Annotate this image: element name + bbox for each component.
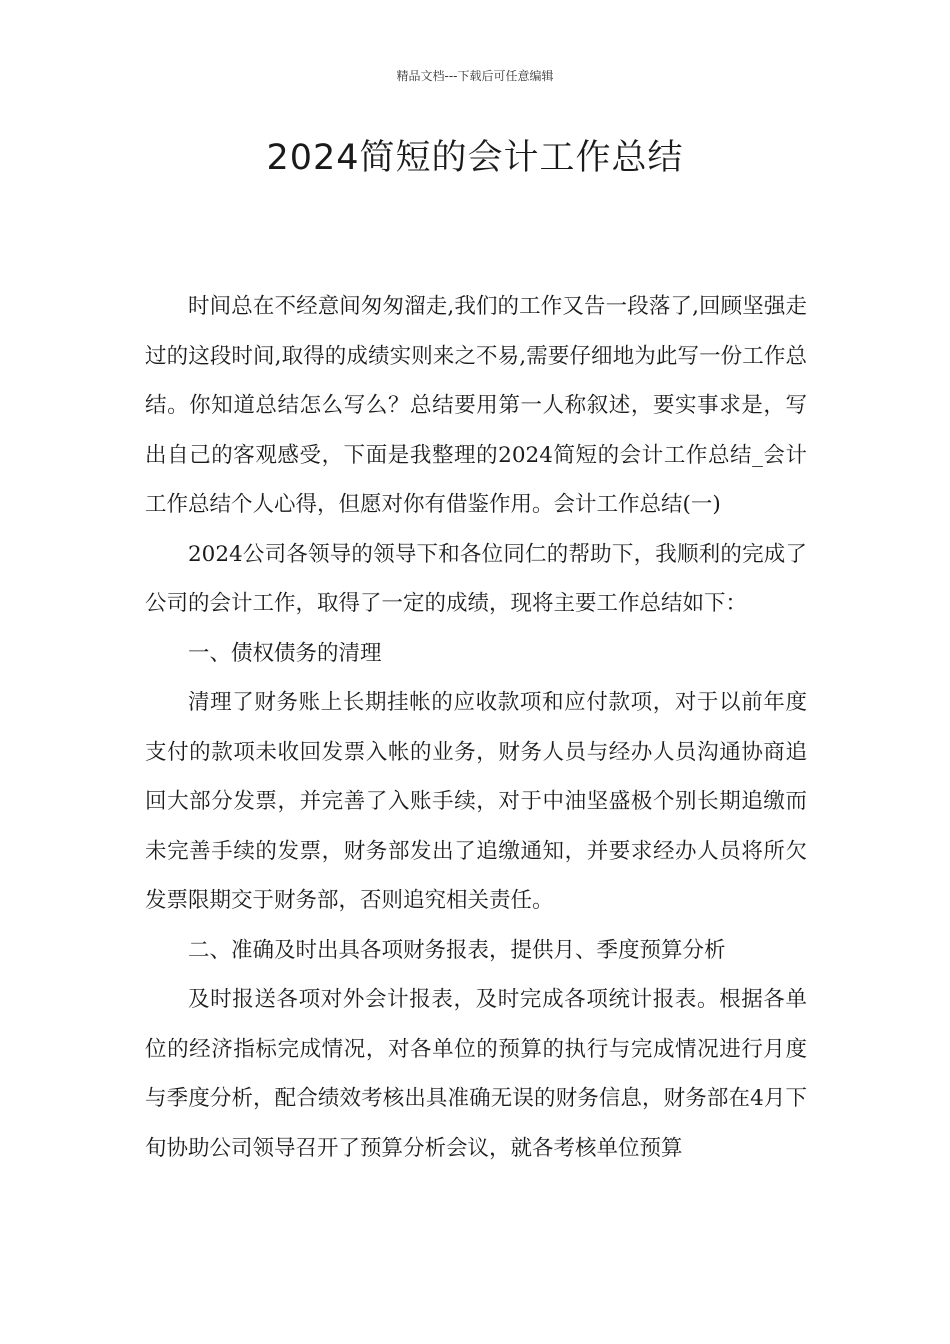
header-watermark: 精品文档---下载后可任意编辑 [396,69,554,83]
document-body [145,282,807,1173]
section-heading-2: 二、准确及时出具各项财务报表，提供月、季度预算分析 [188,937,726,963]
document-title: 2024简短的会计工作总结 [266,138,684,178]
paragraph-intro: 时间总在不经意间匆匆溜走,我们的工作又告一段落了,回顾坚强走过的这段时间,取得的成绩实则来之不易,需要仔细地为此写一份工作总结。你知道总结怎么写么？总结要用第一人称叙述，要实事求是，写出自己的客观感受，下面是我整理的2024简短的会计工作总结_会计工作总结个人心得，但愿对你有借鉴作用。会计工作总结(一) [145,294,807,517]
paragraph-section-2: 及时报送各项对外会计报表，及时完成各项统计报表。根据各单位的经济指标完成情况，对各单位的预算的执行与完成情况进行月度与季度分析，配合绩效考核出具准确无误的财务信息，财务部在4月下旬协助公司领导召开了预算分析会议，就各考核单位预算 [145,987,807,1161]
paragraph-summary: 2024公司各领导的领导下和各位同仁的帮助下，我顺利的完成了公司的会计工作，取得了一定的成绩，现将主要工作总结如下： [145,541,807,616]
section-heading-1: 一、债权债务的清理 [188,640,382,666]
paragraph-section-1: 清理了财务账上长期挂帐的应收款项和应付款项，对于以前年度支付的款项未收回发票入帐的业务，财务人员与经办人员沟通协商追回大部分发票，并完善了入账手续，对于中油坚盛极个别长期追缴而未完善手续的发票，财务部发出了追缴通知，并要求经办人员将所欠发票限期交于财务部，否则追究相关责任。 [145,690,807,913]
